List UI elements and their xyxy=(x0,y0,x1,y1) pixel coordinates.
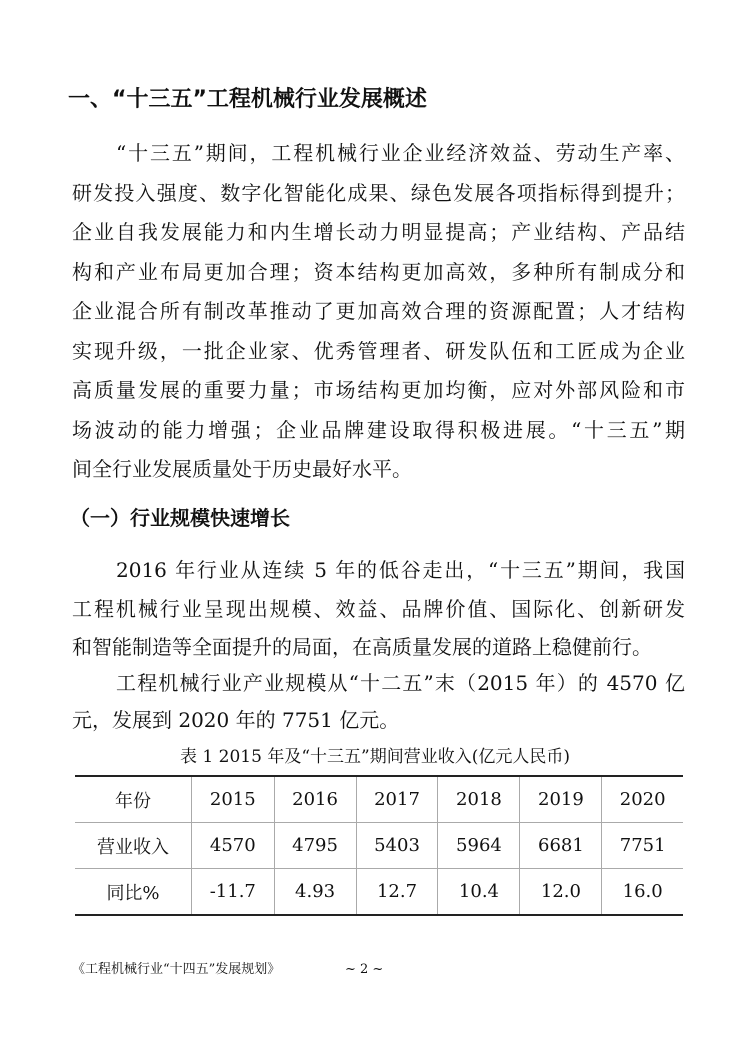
table-cell: 6681 xyxy=(520,823,602,869)
table-row xyxy=(75,776,683,823)
footer-doc-title: 《工程机械行业“十四五”发展规划》 xyxy=(72,962,281,977)
paragraph-line: 工程机械行业呈现出规模、效益、品牌价值、国际化、创新研发 xyxy=(72,596,685,621)
paragraph-line: “十三五”期间，工程机械行业企业经济效益、劳动生产率、 xyxy=(116,141,685,165)
page-number: ~ 2 ~ xyxy=(345,962,384,977)
row-header: 同比% xyxy=(75,869,192,916)
paragraph-line: 场波动的能力增强；企业品牌建设取得积极进展。“十三五”期 xyxy=(72,417,685,442)
table-cell: 2015 xyxy=(192,776,275,823)
paragraph-line: 2016 年行业从连续 5 年的低谷走出，“十三五”期间，我国 xyxy=(116,558,685,582)
subsection-heading: （一）行业规模快速增长 xyxy=(70,506,290,530)
section-heading: 一、“十三五”工程机械行业发展概述 xyxy=(68,87,427,112)
table-cell: 5964 xyxy=(438,823,520,869)
table-cell: 5403 xyxy=(356,823,438,869)
table-row xyxy=(75,869,683,916)
paragraph-line: 间全行业发展质量处于历史最好水平。 xyxy=(72,457,412,481)
table-cell: 2020 xyxy=(602,776,683,823)
table-cell: 4.93 xyxy=(274,869,356,916)
row-header: 年份 xyxy=(75,776,192,823)
paragraph-line: 研发投入强度、数字化智能化成果、绿色发展各项指标得到提升； xyxy=(72,180,685,205)
table-row xyxy=(75,823,683,869)
table-cell: 12.7 xyxy=(356,869,438,916)
row-header: 营业收入 xyxy=(75,823,192,869)
table-cell: 10.4 xyxy=(438,869,520,916)
revenue-table xyxy=(75,775,683,916)
paragraph-line: 实现升级，一批企业家、优秀管理者、研发队伍和工匠成为企业 xyxy=(72,338,685,363)
table-cell: -11.7 xyxy=(192,869,275,916)
table-cell: 2016 xyxy=(274,776,356,823)
table-cell: 4795 xyxy=(274,823,356,869)
table-cell: 2018 xyxy=(438,776,520,823)
table-caption: 表 1 2015 年及“十三五”期间营业收入(亿元人民币) xyxy=(180,747,570,767)
table-cell: 7751 xyxy=(602,823,683,869)
table-cell: 12.0 xyxy=(520,869,602,916)
table-cell: 16.0 xyxy=(602,869,683,916)
table-cell: 2019 xyxy=(520,776,602,823)
paragraph-line: 元，发展到 2020 年的 7751 亿元。 xyxy=(72,708,400,732)
table-cell: 2017 xyxy=(356,776,438,823)
paragraph-line: 企业自我发展能力和内生增长动力明显提高；产业结构、产品结 xyxy=(72,220,685,244)
table-cell: 4570 xyxy=(192,823,275,869)
paragraph-line: 和智能制造等全面提升的局面，在高质量发展的道路上稳健前行。 xyxy=(72,635,652,659)
paragraph-line: 高质量发展的重要力量；市场结构更加均衡，应对外部风险和市 xyxy=(72,378,685,402)
paragraph-line: 工程机械行业产业规模从“十二五”末（2015 年）的 4570 亿 xyxy=(116,671,685,695)
paragraph-line: 构和产业布局更加合理；资本结构更加高效，多种所有制成分和 xyxy=(72,259,685,284)
paragraph-line: 企业混合所有制改革推动了更加高效合理的资源配置；人才结构 xyxy=(72,299,685,323)
